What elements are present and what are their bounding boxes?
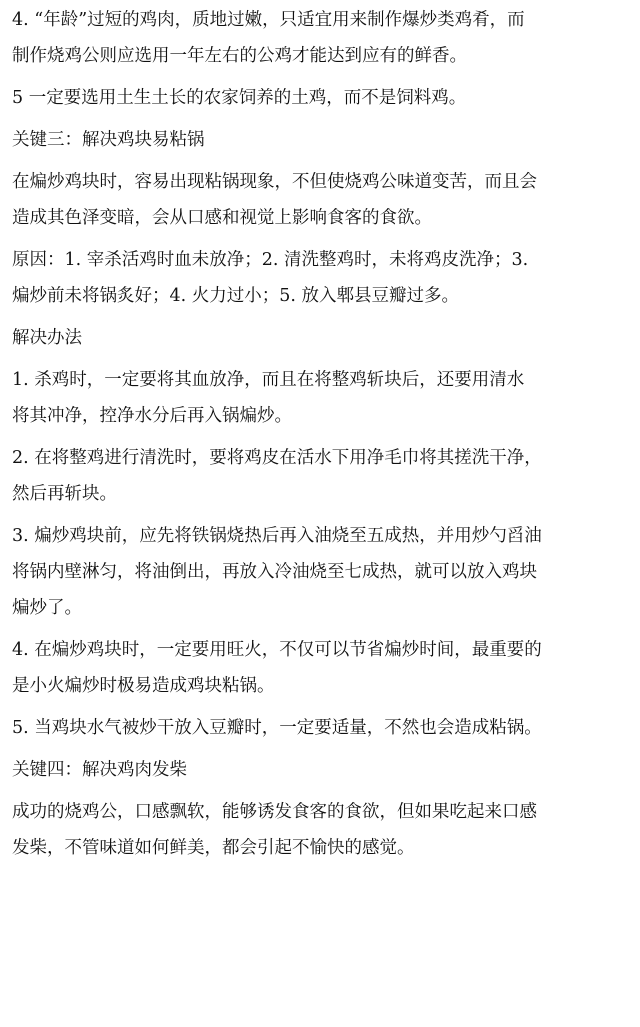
solution-item-3: [12, 518, 628, 626]
text-line: 5 一定要选用土生土长的农家饲养的土鸡，而不是饲料鸡。: [12, 88, 467, 108]
text-line: 在煸炒鸡块时，容易出现粘锅现象，不但使烧鸡公味道变苦，而且会: [12, 172, 537, 192]
text-line: 1. 杀鸡时，一定要将其血放净，而且在将整鸡斩块后，还要用清水: [12, 370, 525, 390]
section-heading: 关键三：解决鸡块易粘锅: [12, 130, 205, 150]
paragraph-tip-4: [12, 0, 628, 74]
text-line: 然后再斩块。: [12, 484, 117, 504]
text-line: 制作烧鸡公则应选用一年左右的公鸡才能达到应有的鲜香。: [12, 46, 467, 66]
solution-item-4: [12, 632, 628, 704]
text-line: 5. 当鸡块水气被炒干放入豆瓣时，一定要适量，不然也会造成粘锅。: [12, 718, 542, 738]
text-line: 2. 在将整鸡进行清洗时，要将鸡皮在活水下用净毛巾将其搓洗干净，: [12, 448, 542, 468]
subheading: 解决办法: [12, 328, 82, 348]
text-line: 造成其色泽变暗，会从口感和视觉上影响食客的食欲。: [12, 208, 432, 228]
text-line: 是小火煸炒时极易造成鸡块粘锅。: [12, 676, 275, 696]
section-heading: 关键四：解决鸡肉发柴: [12, 760, 187, 780]
section-heading-key-3: [12, 122, 628, 158]
solution-item-1: [12, 362, 628, 434]
text-line: 煸炒前未将锅炙好；4. 火力过小；5. 放入郫县豆瓣过多。: [12, 286, 460, 306]
text-line: 4. “年龄”过短的鸡肉，质地过嫩，只适宜用来制作爆炒类鸡肴，而: [12, 10, 525, 30]
text-line: 4. 在煸炒鸡块时，一定要用旺火，不仅可以节省煸炒时间，最重要的: [12, 640, 542, 660]
paragraph-tip-5: [12, 80, 628, 116]
paragraph-dry-meat-intro: [12, 794, 628, 866]
text-line: 3. 煸炒鸡块前，应先将铁锅烧热后再入油烧至五成热，并用炒勺舀油: [12, 526, 542, 546]
text-line: 原因：1. 宰杀活鸡时血未放净；2. 清洗整鸡时，未将鸡皮洗净；3.: [12, 250, 529, 270]
solution-item-2: [12, 440, 628, 512]
text-line: 将锅内壁淋匀，将油倒出，再放入冷油烧至七成热，就可以放入鸡块: [12, 562, 537, 582]
text-line: 成功的烧鸡公，口感飘软，能够诱发食客的食欲，但如果吃起来口感: [12, 802, 537, 822]
text-line: 煸炒了。: [12, 598, 82, 618]
paragraph-causes: [12, 242, 628, 314]
section-heading-key-4: [12, 752, 628, 788]
paragraph-sticking-intro: [12, 164, 628, 236]
text-line: 发柴，不管味道如何鲜美，都会引起不愉快的感觉。: [12, 838, 415, 858]
text-line: 将其冲净，控净水分后再入锅煸炒。: [12, 406, 292, 426]
solution-item-5: [12, 710, 628, 746]
subheading-solutions: [12, 320, 628, 356]
